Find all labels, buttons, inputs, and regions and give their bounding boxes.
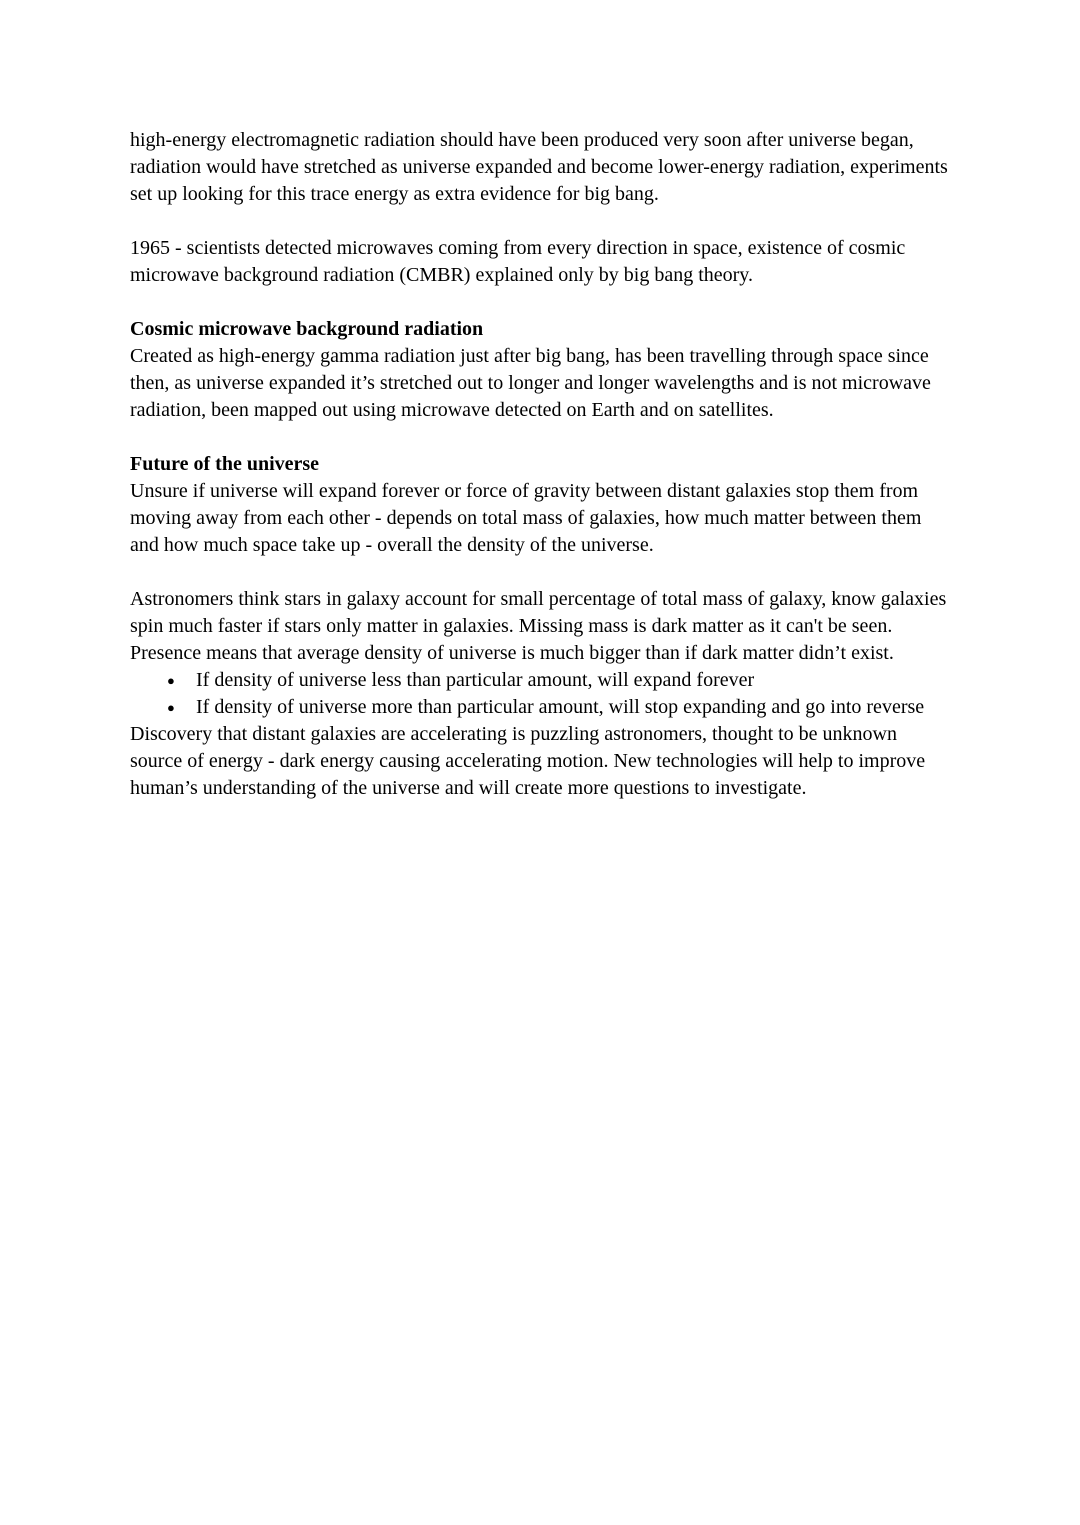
paragraph-1965-discovery: 1965 - scientists detected microwaves coming from every direction in space, existence of cosmic microwave background radiation (CMBR) explained only by big bang theory. xyxy=(130,237,906,286)
paragraph-future-body: Unsure if universe will expand forever or force of gravity between distant galaxies stop them from moving away from each other - depends on total mass of galaxies, how much matter between them and how much space take up - overall the density of the universe. xyxy=(130,480,922,556)
list-item: ● If density of universe less than particular amount, will expand forever xyxy=(130,667,950,694)
list-item: ● If density of universe more than particular amount, will stop expanding and go into reverse xyxy=(130,694,950,721)
heading-cosmic-microwave-background-radiation: Cosmic microwave background radiation xyxy=(130,318,484,340)
paragraph-dark-matter: Astronomers think stars in galaxy account for small percentage of total mass of galaxy, know galaxies spin much faster if stars only matter in galaxies. Missing mass is dark matter as it can't be seen. Presence means that average density of universe is much bigger than if dark matter didn’t exist. xyxy=(130,588,947,664)
paragraph-big-bang-evidence: high-energy electromagnetic radiation should have been produced very soon after universe began, radiation would have stretched as universe expanded and become lower-energy radiation, experiments set up looking for this trace energy as extra evidence for big bang. xyxy=(130,129,948,205)
paragraph-cmbr-body: Created as high-energy gamma radiation just after big bang, has been travelling through space since then, as universe expanded it’s stretched out to longer and longer wavelengths and is not microwave radiation, been mapped out using microwave detected on Earth and on satellites. xyxy=(130,345,931,421)
heading-future-of-the-universe: Future of the universe xyxy=(130,453,320,475)
paragraph-dark-energy-closing: Discovery that distant galaxies are accelerating is puzzling astronomers, thought to be unknown source of energy - dark energy causing accelerating motion. New technologies will help to improve human’s understanding of the universe and will create more questions to investigate. xyxy=(130,723,926,799)
density-bullet-list xyxy=(130,667,950,721)
